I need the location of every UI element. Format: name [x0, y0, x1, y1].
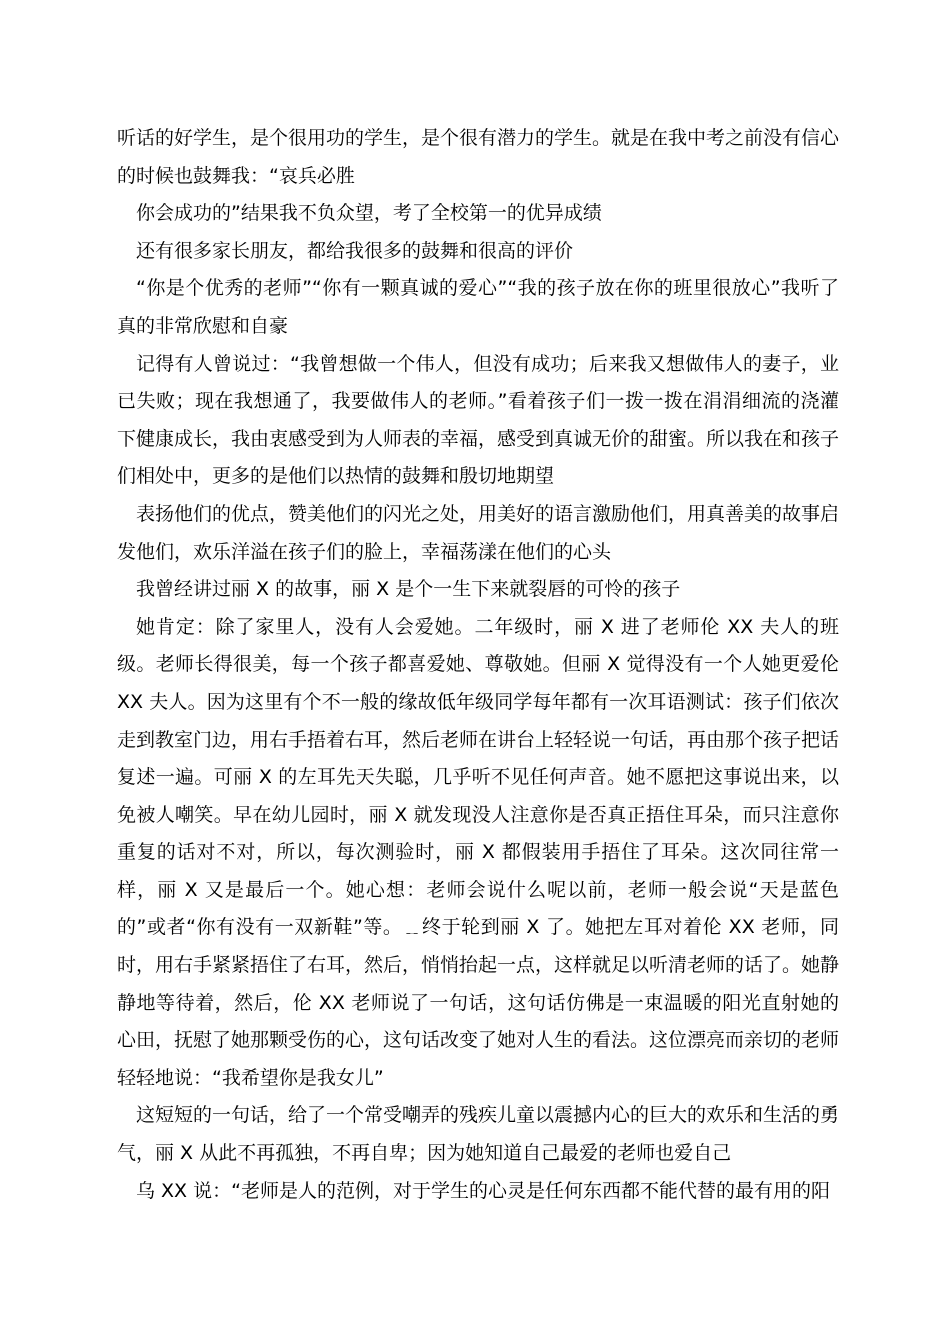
- paragraph-8: 她肯定：除了家里人，没有人会爱她。二年级时，丽 X 进了老师伦 XX 夫人的班级。老师长得很美，每一个孩子都喜爱她、尊敬她。但丽 X 觉得没有一个人她更爱伦 XX 夫人。因为这里有个不一般的缘故低年级同学每年都有一次耳语测试：孩子们依次走到教室门边，用右手捂着右耳，然后老师在讲台上轻轻说一句话，再由那个孩子把话复述一遍。可丽 X 的左耳先天失聪，几乎听不见任何声音。她不愿把这事说出来，以免被人嘲笑。早在幼儿园时，丽 X 就发现没人注意你是否真正捂住耳朵，而只注意你重复的话对不对，所以，每次测验时，丽 X 都假装用手捂住了耳朵。这次同往常一样，丽 X 又是最后一个。她心想：老师会说什么呢以前，老师一般会说“天是蓝色的”或者“你有没有一双新鞋”等。﹎终于轮到丽 X 了。她把左耳对着伦 XX 老师，同时，用右手紧紧捂住了右耳，然后，悄悄抬起一点，这样就足以听清老师的话了。她静静地等待着，然后，伦 XX 老师说了一句话，这句话仿佛是一束温暖的阳光直射她的心田，抚慰了她那颗受伤的心，这句话改变了她对人生的看法。这位漂亮而亲切的老师轻轻地说：“我希望你是我女儿”: [117, 615, 840, 1089]
- paragraph-4: “你是个优秀的老师”“你有一颗真诚的爱心”“我的孩子放在你的班里很放心”我听了真的非常欣慰和自豪: [117, 277, 839, 337]
- paragraph-6: 表扬他们的优点，赞美他们的闪光之处，用美好的语言激励他们，用真善美的故事启发他们，欢乐洋溢在孩子们的脸上，幸福荡漾在他们的心头: [117, 502, 840, 563]
- document-body: [117, 120, 839, 1210]
- paragraph-5: 记得有人曾说过：“我曾想做一个伟人，但没有成功；后来我又想做伟人的妻子，业已失败；现在我想通了，我要做伟人的老师。”看着孩子们一拨一拨在涓涓细流的浇灌下健康成长，我由衷感受到为人师表的幸福，感受到真诚无价的甜蜜。所以我在和孩子们相处中，更多的是他们以热情的鼓舞和殷切地期望: [117, 352, 840, 488]
- paragraph-1: 听话的好学生，是个很用功的学生，是个很有潜力的学生。就是在我中考之前没有信心的时候也鼓舞我：“哀兵必胜: [117, 127, 840, 187]
- paragraph-10: 乌 XX 说：“老师是人的范例，对于学生的心灵是任何东西都不能代替的最有用的阳: [136, 1179, 830, 1202]
- paragraph-3: 还有很多家长朋友，都给我很多的鼓舞和很高的评价: [136, 239, 574, 262]
- paragraph-7: 我曾经讲过丽 X 的故事，丽 X 是个一生下来就裂唇的可怜的孩子: [136, 578, 681, 601]
- paragraph-2: 你会成功的”结果我不负众望，考了全校第一的优异成绩: [136, 202, 602, 225]
- paragraph-9: 这短短的一句话，给了一个常受嘲弄的残疾儿童以震撼内心的巨大的欢乐和生活的勇气，丽 X 从此不再孤独，不再自卑；因为她知道自己最爱的老师也爱自己: [117, 1104, 840, 1165]
